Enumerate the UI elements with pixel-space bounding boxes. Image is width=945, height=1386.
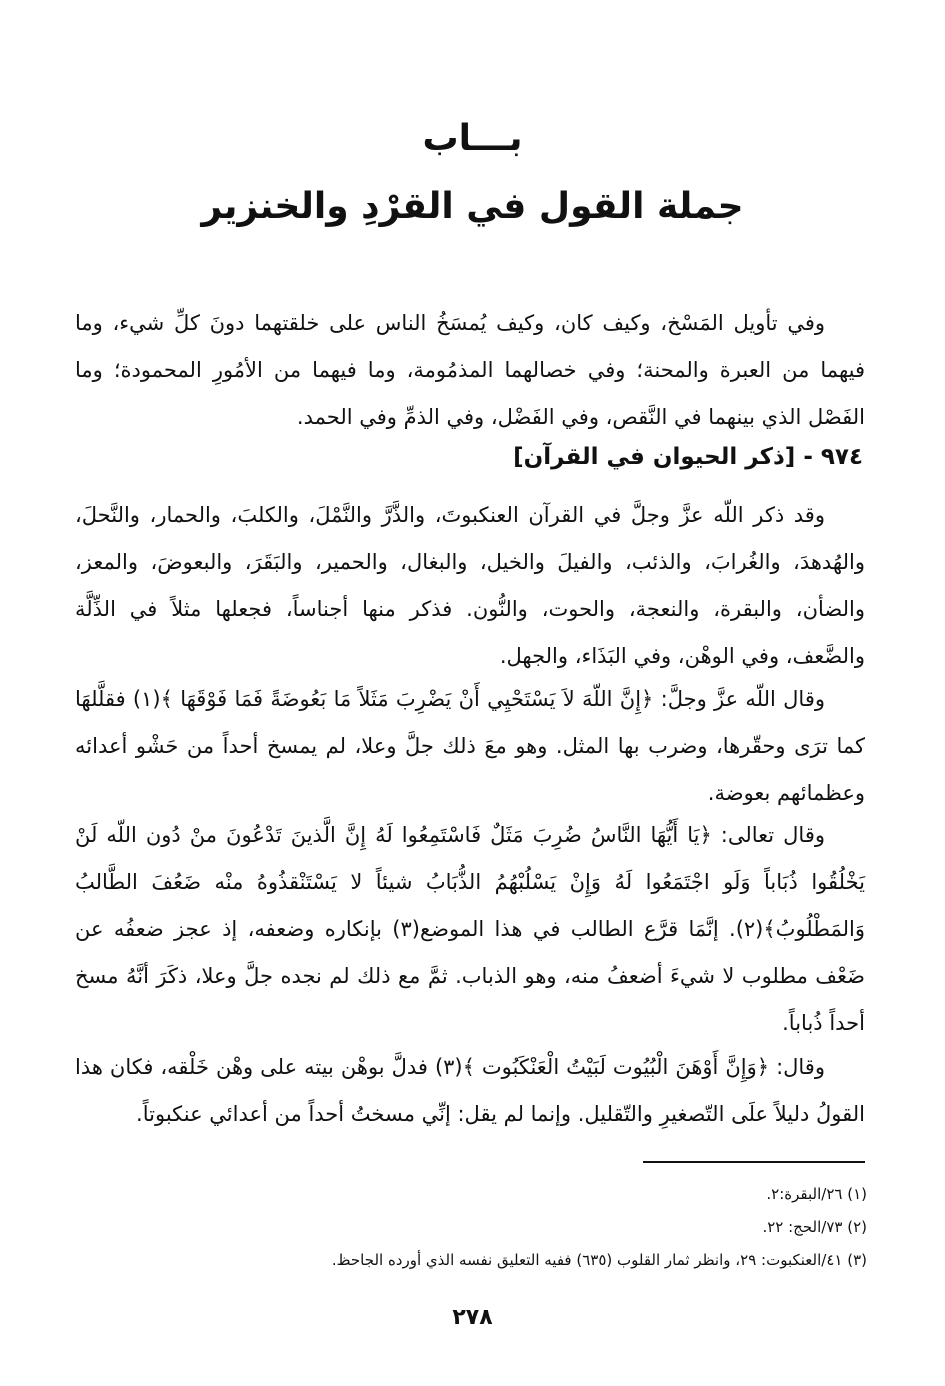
spider-paragraph: وقال: ﴿وَإِنَّ أَوْهَنَ الْبُيُوت لَبَيْتُ الْعَنْكَبُوت ﴾(٣) فدلَّ بوهْن بيته على وهْن خَلْقه، فكان هذا القولُ دليلاً علَى التّصغيرِ والتّقليل. وإنما لم يقل: إنِّي مسختُ أحداً من أعدائي عنكبوتاً. <box>75 1055 865 1126</box>
footnote-1: (١) ٢٦/البقرة:٢. <box>766 1185 867 1203</box>
chapter-label: بـــاب <box>422 118 523 159</box>
section-number: ٩٧٤ <box>820 444 863 470</box>
section-heading <box>513 444 863 470</box>
gnat-paragraph: وقال اللّه عزَّ وجلَّ: ﴿إِنَّ اللّهَ لاَ يَسْتَحْيِي أَنْ يَضْرِبَ مَثَلاً مَا بَعُوضَةً فَمَا فَوْقَهَا ﴾(١) فقلَّلهَا كما ترَى وحقّرها، وضرب بها المثل. وهو معَ ذلك جلَّ وعلا، لم يمسخ أحداً من حَشْو أعدائه وعظمائهم بعوضة. <box>75 687 865 805</box>
footnote-3: (٣) ٤١/العنكبوت: ٢٩، وانظر ثمار القلوب (٦٣٥) ففيه التعليق نفسه الذي أورده الجاحظ. <box>331 1251 867 1269</box>
fly-paragraph: وقال تعالى: ﴿يَا أَيُّهَا النَّاسُ ضُرِبَ مَثَلٌ فَاسْتَمِعُوا لَهُ إِنَّ الَّذينَ تَدْعُونَ منْ دُون اللّه لَنْ يَخْلُقُوا ذُبَاباً وَلَو اجْتَمَعُوا لَهُ وَإِنْ يَسْلُبْهُمُ الذُّبَابُ شيئاً لا يَسْتَنْقذُوهُ منْه ضَعُفَ الطَّالبُ وَالمَطْلُوبُ﴾(٢). إنَّمَا قرَّع الطالب في هذا الموضع(٣) بإنكاره وضعفه، إذ عجز ضعفُه عن ضَعْف مطلوب لا شيءَ أضعفُ منه، وهو الذباب. ثمَّ مع ذلك لم نجده جلَّ وعلا، ذكَرَ أنَّهُ مسخ أحداً ذُباباً. <box>75 823 865 1035</box>
footnote-2: (٢) ٧٣/الحج: ٢٢. <box>762 1218 867 1236</box>
footnote-separator <box>643 1161 865 1163</box>
chapter-title: جملة القول في القرْدِ والخنزير <box>201 186 744 227</box>
intro-paragraph: وفي تأويل المَسْخ، وكيف كان، وكيف يُمسَخُ الناس على خلقتهما دونَ كلِّ شيء، وما فيهما من العبرة والمحنة؛ وفي خصالهما المذمُومة، وما فيهما من الأمُورِ المحمودة؛ وما الفَصْل الذي بينهما في النَّقص، وفي الفَضْل، وفي الذمِّ وفي الحمد. <box>75 311 865 429</box>
section-title: [ذكر الحيوان في القرآن] <box>513 444 796 470</box>
page-number: ٢٧٨ <box>452 1305 493 1330</box>
footnotes <box>77 1178 867 1277</box>
section-dash: - <box>803 444 813 470</box>
animals-mention-paragraph: وقد ذكر اللّه عزَّ وجلَّ في القرآن العنكبوتَ، والذَّرَّ والنَّمْلَ، والكلبَ، والحمار، والنَّحلَ، والهُدهدَ، والغُرابَ، والذئب، والفيلَ والخيل، والبغال، والحمير، والبَقَرَ، والبعوضَ، والمعز، والضأن، والبقرة، والنعجة، والحوت، والنُّون. فذكر منها أجناساً، فجعلها مثلاً في الذِّلَّة والضَّعف، وفي الوهْن، وفي البَذَاء، والجهل. <box>75 503 865 668</box>
